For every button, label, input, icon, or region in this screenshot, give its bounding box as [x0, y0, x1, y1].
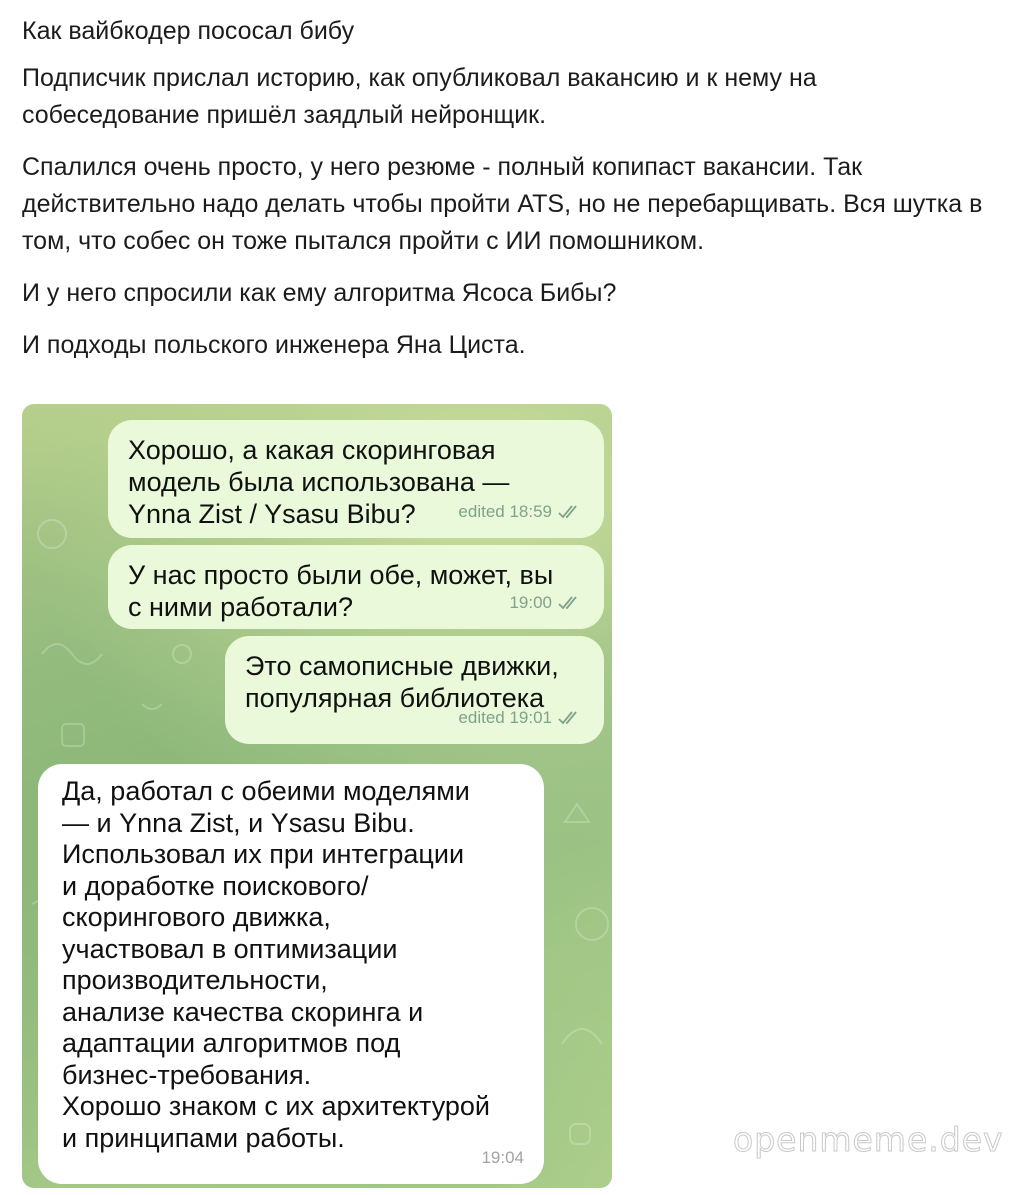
post-title: Как вайбкодер пососал бибу	[22, 17, 355, 45]
message-timestamp: edited 18:59	[458, 502, 552, 521]
watermark: openmeme.dev	[733, 1120, 1004, 1159]
post-paragraph-4: И подходы польского инженера Яна Циста.	[22, 331, 526, 359]
message-bubble-outgoing[interactable]	[225, 636, 604, 744]
message-text: Это самописные движки, популярная библиотека	[245, 651, 559, 713]
post-paragraph-1: Подписчик прислал историю, как опубликовал вакансию и к нему на собеседование пришёл заядлый нейронщик.	[22, 64, 817, 129]
message-meta	[458, 702, 584, 734]
message-bubble-incoming[interactable]	[38, 764, 544, 1184]
double-check-icon	[558, 596, 584, 610]
message-timestamp: 19:04	[481, 1148, 524, 1167]
message-text: У нас просто были обе, может, вы с ними работали?	[128, 560, 554, 622]
double-check-icon	[558, 711, 584, 725]
post-paragraph-2: Спалился очень просто, у него резюме - полный копипаст вакансии. Так действительно надо делать чтобы пройти ATS, но не перебарщивать. Вся шутка в том, что собес он тоже пытался пройти с ИИ помошником.	[22, 153, 983, 255]
chat-screenshot	[22, 404, 612, 1188]
message-meta	[458, 496, 584, 528]
message-timestamp: 19:00	[509, 593, 552, 612]
post	[22, 14, 987, 379]
message-text: Хорошо, а какая скоринговая модель была использована — Ynna Zist / Ysasu Bibu?	[128, 435, 510, 529]
post-paragraph-3: И у него спросили как ему алгоритма Ясоса Бибы?	[22, 279, 617, 307]
message-meta	[509, 587, 584, 619]
message-meta	[481, 1142, 524, 1174]
message-bubble-outgoing[interactable]	[108, 420, 604, 538]
message-bubble-outgoing[interactable]	[108, 545, 604, 629]
message-timestamp: edited 19:01	[458, 708, 552, 727]
double-check-icon	[558, 505, 584, 519]
message-text: Да, работал с обеими моделями — и Ynna Zist, и Ysasu Bibu. Использовал их при интеграции и доработке поискового/ скорингового движка, участвовал в оптимизации производительности, анализе качества скоринга и адаптации алгоритмов под бизнес-требования. Хорошо знаком с их архитектурой и принципами работы.	[62, 776, 491, 1153]
